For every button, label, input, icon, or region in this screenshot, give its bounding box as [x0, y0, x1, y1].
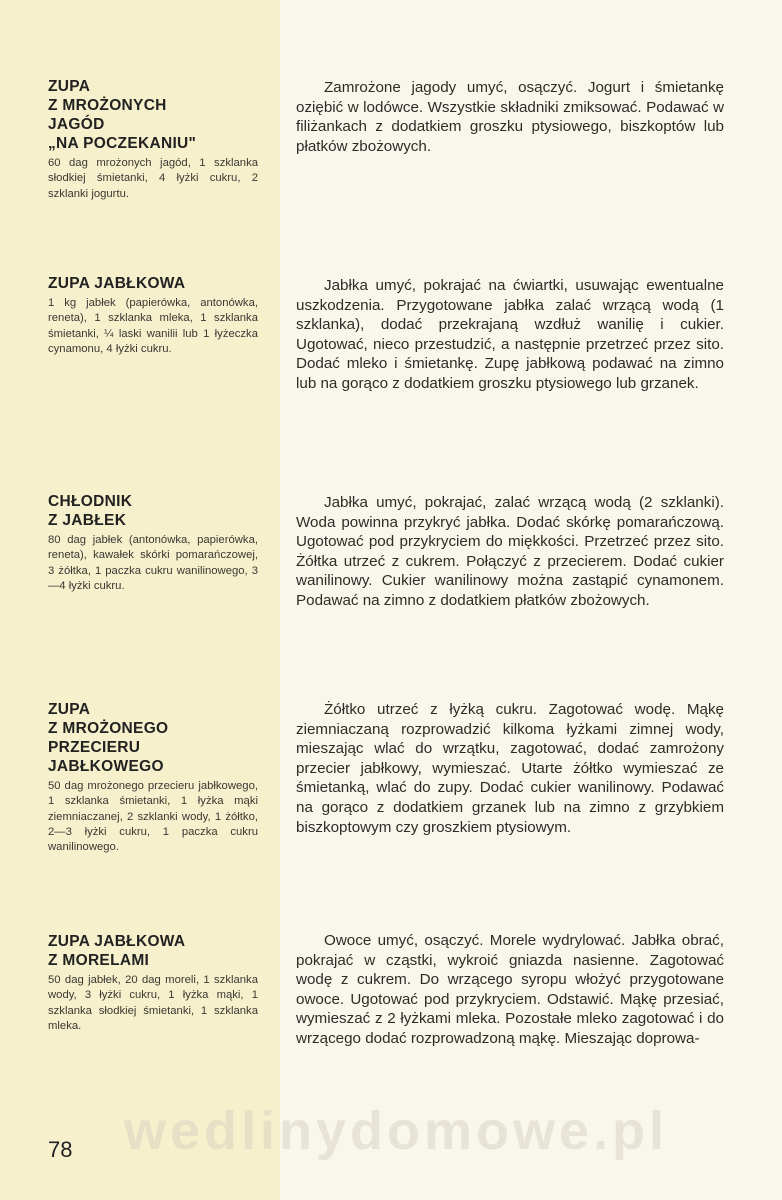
- recipe-5-sidebar: [48, 932, 258, 1034]
- recipe-1-sidebar: [48, 77, 258, 202]
- recipe-4-ingredients: 50 dag mrożonego przecieru jabłkowego, 1 szklanka śmietanki, 1 łyżka mąki ziemniaczanej, 2 szklanki wody, 1 żółtko, 2—3 łyżki cukru, 1 paczka cukru wanilinowego.: [48, 780, 258, 854]
- recipe-4-instructions: Żółtko utrzeć z łyżką cukru. Zagotować wodę. Mąkę ziemniaczaną rozprowadzić kilkoma łyżkami zimnej wody, mieszając wlać do wrzątku, zagotować, dodać zamrożony przecier jabłkowy, wymieszać. Utarte żółtko wymieszać ze śmietanką, wlać do zupy. Dodać cukier wanilinowy. Podawać na gorąco z dodatkiem grzanek lub na zimno z grzybkiem biszkoptowym czy groszkiem ptysiowym.: [296, 701, 724, 836]
- recipe-3-title: CHŁODNIK Z JABŁEK: [48, 493, 133, 529]
- recipe-5-ingredients: 50 dag jabłek, 20 dag moreli, 1 szklanka wody, 3 łyżki cukru, 1 łyżka mąki, 1 szklanka słodkiej śmietanki, 1 szklanka mleka.: [48, 974, 258, 1032]
- recipe-1-instructions: Zamrożone jagody umyć, osączyć. Jogurt i śmietankę oziębić w lodówce. Wszystkie składniki zmiksować. Podawać w filiżankach z dodatkiem groszku ptysiowego, biszkoptów lub płatków zbożowych.: [296, 79, 724, 155]
- recipe-4-title: ZUPA Z MROŻONEGO PRZECIERU JABŁKOWEGO: [48, 701, 169, 775]
- recipe-1-title: ZUPA Z MROŻONYCH JAGÓD „NA POCZEKANIU": [48, 78, 197, 152]
- recipe-2-body: [296, 276, 724, 394]
- recipe-4-body: [296, 700, 724, 837]
- recipe-3-sidebar: [48, 492, 258, 594]
- recipe-2-title: ZUPA JABŁKOWA: [48, 275, 186, 292]
- recipe-1-ingredients: 60 dag mrożonych jagód, 1 szklanka słodkiej śmietanki, 4 łyżki cukru, 2 szklanki jogurtu.: [48, 157, 258, 200]
- recipe-5-title: ZUPA JABŁKOWA Z MORELAMI: [48, 933, 186, 969]
- recipe-5-body: [296, 931, 724, 1049]
- recipe-3-body: [296, 493, 724, 611]
- watermark: wedlinydomowe.pl: [123, 1101, 669, 1161]
- recipe-5-instructions: Owoce umyć, osączyć. Morele wydrylować. Jabłka obrać, pokrajać w cząstki, wykroić gniazda nasienne. Zagotować wodę z cukrem. Do wrzącego syropu włożyć przygotowane owoce. Ugotować pod przykryciem. Odstawić. Mąkę przesiać, wymieszać z 2 łyżkami mleka. Pozostałe mleko zagotować i do wrzącego dodać rozprowadzoną mąkę. Mieszając doprowa-: [296, 932, 724, 1047]
- recipe-2-sidebar: [48, 274, 258, 357]
- page-number: 78: [48, 1137, 73, 1162]
- recipe-2-ingredients: 1 kg jabłek (papierówka, antonówka, reneta), 1 szklanka mleka, 1 szklanka śmietanki, ¼ laski wanilii lub 1 łyżeczka cynamonu, 4 łyżki cukru.: [48, 297, 258, 355]
- recipe-4-sidebar: [48, 700, 258, 855]
- recipe-3-ingredients: 80 dag jabłek (antonówka, papierówka, reneta), kawałek skórki pomarańczowej, 3 żółtka, 1 paczka cukru wanilinowego, 3—4 łyżki cukru.: [48, 534, 258, 592]
- recipe-2-instructions: Jabłka umyć, pokrajać na ćwiartki, usuwając ewentualne uszkodzenia. Przygotowane jabłka zalać wrzącą wodą (1 szklanka), dodać przekrajaną wzdłuż wanilię i cukier. Ugotować, nieco przestudzić, a następnie przetrzeć przez sito. Dodać mleko i śmietankę. Zupę jabłkową podawać na zimno lub na gorąco z dodatkiem groszku ptysiowego lub grzanek.: [296, 277, 724, 392]
- recipe-3-instructions: Jabłka umyć, pokrajać, zalać wrzącą wodą (2 szklanki). Woda powinna przykryć jabłka. Dodać skórkę pomarańczową. Ugotować pod przykryciem do miękkości. Przetrzeć przez sito. Żółtka utrzeć z cukrem. Połączyć z przecierem. Dodać cukier wanilinowy. Cukier wanilinowy można zastąpić cynamonem. Podawać na zimno z dodatkiem płatków zbożowych.: [296, 494, 724, 609]
- recipe-1-body: [296, 78, 724, 156]
